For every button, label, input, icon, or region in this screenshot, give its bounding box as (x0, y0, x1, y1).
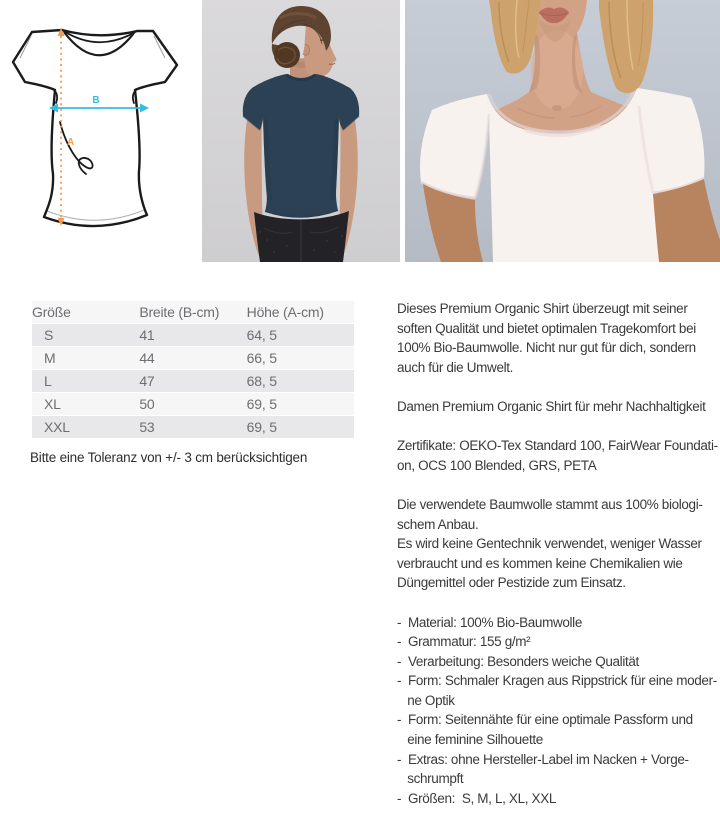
size-table-header-cell: Größe (32, 304, 71, 320)
size-table-header-cell: Höhe (A-cm) (246, 304, 324, 320)
description-line: on, OCS 100 Blended, GRS, PETA (397, 457, 597, 473)
description-line: ne Optik (397, 692, 455, 708)
description-line: Dieses Premium Organic Shirt überzeugt mit seiner (397, 301, 688, 316)
product-photo-back-view (202, 0, 400, 262)
size-table-row (32, 370, 354, 392)
height-cell: 69, 5 (246, 419, 277, 435)
description-line (397, 593, 717, 613)
width-cell: 50 (139, 396, 155, 412)
tolerance-note: Bitte eine Toleranz von +/- 3 cm berücksichtigen (30, 450, 308, 465)
description-line (397, 417, 717, 437)
description-line: schrumpft (397, 771, 464, 787)
description-line: - Form: Seitennähte für eine optimale Passform und (397, 712, 693, 728)
description-line: eine feminine Silhouette (397, 732, 543, 748)
product-description (397, 299, 717, 808)
size-table (32, 300, 354, 439)
closeup-illustration (405, 0, 720, 262)
description-line: Düngemittel oder Pestizide zum Einsatz. (397, 575, 626, 591)
description-line: auch für die Umwelt. (397, 359, 514, 375)
description-line (397, 377, 717, 397)
height-cell: 69, 5 (246, 396, 277, 412)
description-line: verbraucht und es kommen keine Chemikalien wie (397, 555, 683, 571)
height-measure-label: A (67, 137, 75, 148)
width-cell: 44 (139, 350, 155, 366)
size-table-row (32, 324, 354, 346)
width-cell: 53 (139, 419, 155, 435)
product-media-row (0, 0, 720, 262)
size-table-header-cell: Breite (B-cm) (139, 304, 220, 320)
width-cell: 47 (139, 373, 155, 389)
size-cell: XXL (44, 419, 70, 435)
description-line: - Größen: S, M, L, XL, XXL (397, 790, 557, 806)
width-measure-label: B (92, 95, 100, 106)
size-cell: XL (44, 396, 61, 412)
size-table-header-row (32, 301, 354, 323)
description-line (397, 475, 717, 495)
back-view-illustration (202, 0, 400, 262)
tshirt-outline-drawing (8, 4, 180, 242)
size-cell: M (44, 350, 56, 366)
size-table-row (32, 347, 354, 369)
size-table-row (32, 393, 354, 415)
description-line: - Material: 100% Bio-Baumwolle (397, 614, 582, 630)
size-cell: S (44, 327, 54, 343)
description-line: - Form: Schmaler Kragen aus Rippstrick für eine moder- (397, 673, 717, 689)
height-cell: 66, 5 (246, 350, 277, 366)
description-line: Damen Premium Organic Shirt für mehr Nachhaltigkeit (397, 398, 706, 414)
product-photo-closeup (405, 0, 720, 262)
size-cell: L (44, 373, 52, 389)
description-line: 100% Bio-Baumwolle. Nicht nur gut für dich, sondern (397, 340, 696, 356)
description-line: schem Anbau. (397, 516, 479, 532)
description-line: Zertifikate: OEKO-Tex Standard 100, FairWear Foundati- (397, 438, 718, 454)
size-diagram-image (8, 4, 180, 242)
description-line: Die verwendete Baumwolle stammt aus 100% biologi- (397, 496, 703, 512)
size-table-row (32, 416, 354, 438)
height-cell: 64, 5 (246, 327, 277, 343)
description-line: Es wird keine Gentechnik verwendet, weniger Wasser (397, 536, 702, 552)
description-line: - Grammatur: 155 g/m² (397, 634, 531, 650)
height-cell: 68, 5 (246, 373, 277, 389)
description-line: soften Qualität und bietet optimalen Tragekomfort bei (397, 320, 696, 336)
description-line: - Extras: ohne Hersteller-Label im Nacken + Vorge- (397, 751, 689, 767)
description-line: - Verarbeitung: Besonders weiche Qualität (397, 653, 639, 669)
width-cell: 41 (139, 327, 155, 343)
